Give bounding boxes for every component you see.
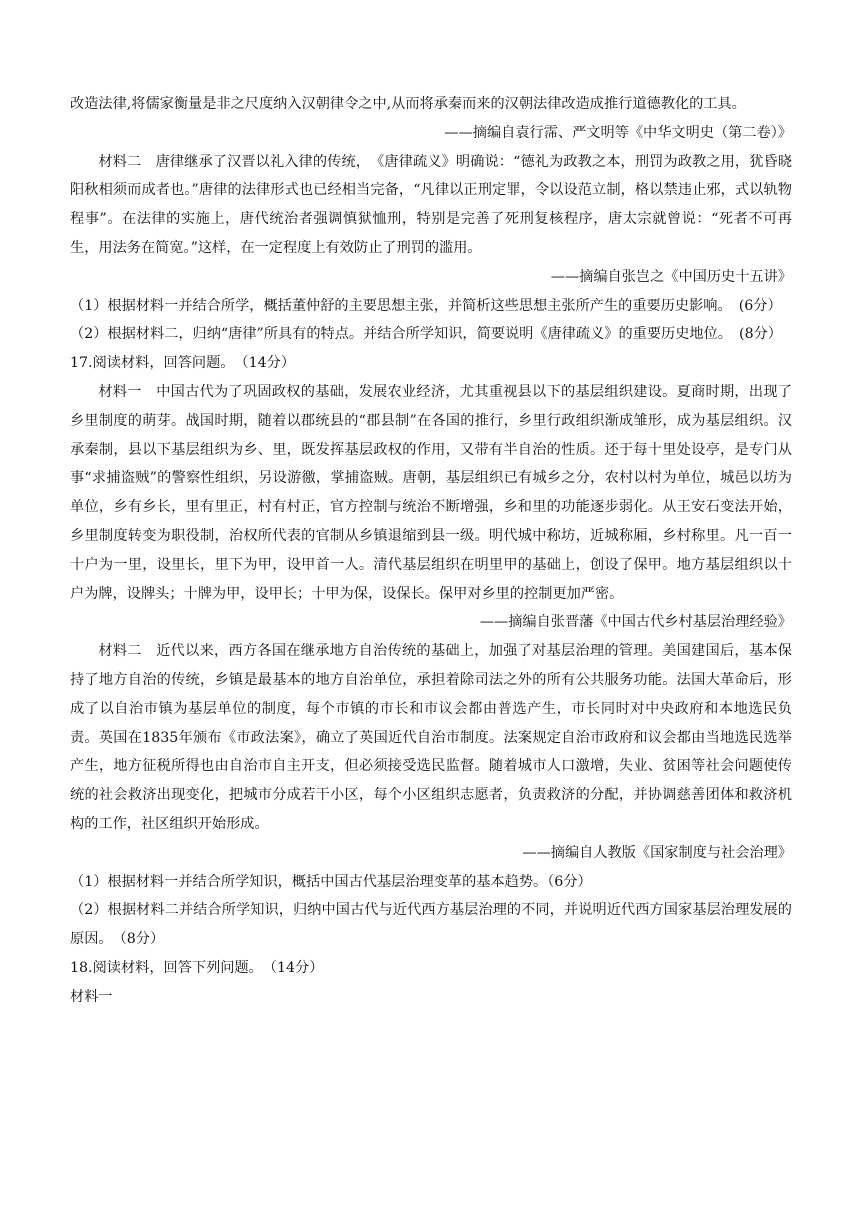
q16-question2: （2）根据材料二，归纳“唐律”所具有的特点。并结合所学知识，简要说明《唐律疏义》的重要历史地位。 (8分）: [70, 326, 782, 343]
exam-page: [70, 90, 792, 1012]
q18-heading: 18.阅读材料，回答下列问题。 （14分）: [70, 959, 324, 976]
q17-heading: 17.阅读材料，回答问题。 （14分）: [70, 355, 296, 372]
q16-material2-source: ——摘编自张岂之《中国历史十五讲》: [550, 268, 792, 285]
q16-question1: （1）根据材料一并结合所学，概括董仲舒的主要思想主张，并简析这些思想主张所产生的重要历史影响。 (6分）: [70, 297, 782, 314]
q16-material1-tail: 改造法律,将儒家衡量是非之尺度纳入汉朝律令之中,从而将承秦而来的汉朝法律改造成推行道德教化的工具。: [70, 96, 746, 112]
q17-material1-source: ——摘编自张晋藩《中国古代乡村基层治理经验》: [479, 614, 792, 631]
q17-question2: （2）根据材料二并结合所学知识，归纳中国古代与近代西方基层治理的不同，并说明近代西方国家基层治理发展的原因。 （8分）: [70, 902, 792, 948]
q16-material2: 材料二 唐律继承了汉晋以礼入律的传统， 《唐律疏义》明确说：“德礼为政教之本，刑罚为政教之用，犹昏晓阳秋相须而成者也。”唐律的法律形式也已经相当完备，“凡律以正刑定罪，令以设范立制，格以禁违止邪，式以轨物程事”。在法律的实施上，唐代统治者强调慎狱恤刑，特别是完善了死刑复核程序，唐太宗就曾说：“死者不可再生，用法务在简宽。”这样，在一定程度上有效防止了刑罚的滥用。: [70, 153, 792, 256]
q17-material2: 材料二 近代以来，西方各国在继承地方自治传统的基础上，加强了对基层治理的管理。美国建国后，基本保持了地方自治的传统，乡镇是最基本的地方自治单位，承担着除司法之外的所有公共服务功能。法国大革命后，形成了以自治市镇为基层单位的制度，每个市镇的市长和市议会都由普选产生，市长同时对中央政府和本地选民负责。英国在1835年颁布《市政法案》，确立了英国近代自治市制度。法案规定自治市政府和议会都由当地选民选举产生，地方征税所得也由自治市自主开支，但必须接受选民监督。随着城市人口激增，失业、贫困等社会问题使传统的社会救济出现变化，把城市分成若干小区，每个小区组织志愿者，负责救济的分配，并协调慈善团体和救济机构的工作，社区组织开始形成。: [70, 643, 792, 832]
q17-material1: 材料一 中国古代为了巩固政权的基础，发展农业经济，尤其重视县以下的基层组织建设。夏商时期，出现了乡里制度的萌芽。战国时期，随着以郡统县的“郡县制”在各国的推行，乡里行政组织渐成雏形，成为基层组织。汉承秦制，县以下基层组织为乡、里，既发挥基层政权的作用，又带有半自治的性质。还于每十里处设亭，是专门从事“求捕盗贼”的警察性组织，另设游徼，掌捕盗贼。唐朝，基层组织已有城乡之分，农村以村为单位，城邑以坊为单位，乡有乡长，里有里正，村有村正，官方控制与统治不断增强，乡和里的功能逐步弱化。从王安石变法开始，乡里制度转变为职役制，治权所代表的官制从乡镇退缩到县一级。明代城中称坊，近城称厢，乡村称里。凡一百一十户为一里，设里长，里下为甲，设甲首一人。清代基层组织在明里甲的基础上，创设了保甲。地方基层组织以十户为牌，设牌头；十牌为甲，设甲长；十甲为保，设保长。保甲对乡里的控制更加严密。: [70, 383, 792, 602]
q17-material2-source: ——摘编自人教版《国家制度与社会治理》: [522, 844, 792, 861]
q18-material1-label: 材料一: [70, 988, 113, 1005]
q17-question1: （1）根据材料一并结合所学知识，概括中国古代基层治理变革的基本趋势。（6分）: [70, 873, 592, 890]
q16-material1-source: ——摘编自袁行霈、严文明等《中华文明史（第二卷）》: [444, 124, 792, 141]
